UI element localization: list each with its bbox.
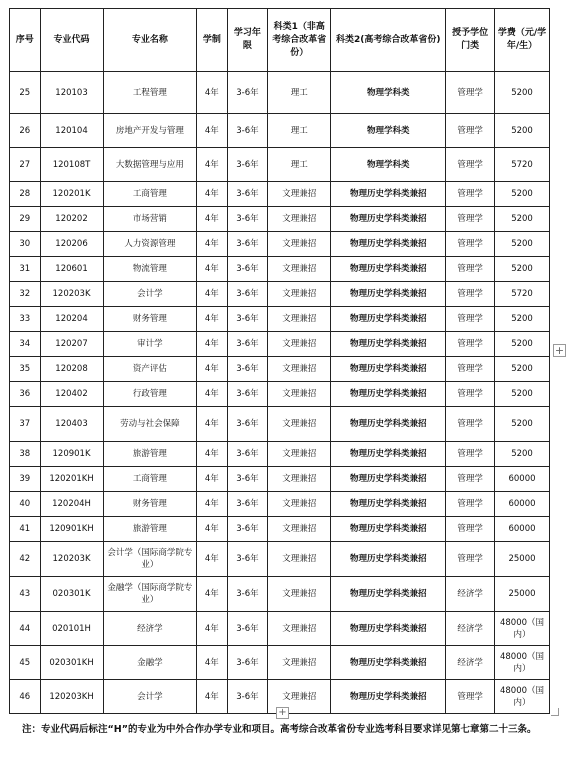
tuition-fee-cell: 60000 [495, 517, 550, 542]
tuition-fee-cell: 5200 [495, 357, 550, 382]
add-row-button[interactable]: + [276, 707, 289, 719]
category-1-cell: 文理兼招 [268, 307, 331, 332]
study-years-cell: 3-6年 [227, 114, 268, 148]
row-number-cell: 38 [10, 442, 41, 467]
tuition-fee-cell: 25000 [495, 577, 550, 612]
major-name-cell: 经济学 [103, 612, 197, 646]
category-2-cell: 物理历史学科类兼招 [331, 542, 446, 577]
study-years-cell: 3-6年 [227, 492, 268, 517]
header-cell: 学费（元/学年/生） [495, 9, 550, 72]
study-years-cell: 3-6年 [227, 72, 268, 114]
degree-type-cell: 管理学 [446, 232, 495, 257]
duration-cell: 4年 [197, 382, 228, 407]
row-number-cell: 46 [10, 680, 41, 714]
category-2-cell: 物理历史学科类兼招 [331, 182, 446, 207]
category-1-cell: 文理兼招 [268, 680, 331, 714]
degree-type-cell: 管理学 [446, 148, 495, 182]
row-number-cell: 27 [10, 148, 41, 182]
major-name-cell: 人力资源管理 [103, 232, 197, 257]
major-code-cell: 020301K [40, 577, 103, 612]
table-row [10, 492, 550, 517]
degree-type-cell: 管理学 [446, 257, 495, 282]
study-years-cell: 3-6年 [227, 542, 268, 577]
row-number-cell: 30 [10, 232, 41, 257]
category-1-cell: 文理兼招 [268, 282, 331, 307]
degree-type-cell: 管理学 [446, 407, 495, 442]
category-2-cell: 物理历史学科类兼招 [331, 577, 446, 612]
row-number-cell: 39 [10, 467, 41, 492]
category-2-cell: 物理历史学科类兼招 [331, 207, 446, 232]
table-row [10, 114, 550, 148]
tuition-fee-cell: 25000 [495, 542, 550, 577]
category-1-cell: 文理兼招 [268, 207, 331, 232]
table-row [10, 467, 550, 492]
table-row [10, 72, 550, 114]
table-row [10, 207, 550, 232]
tuition-fee-cell: 60000 [495, 492, 550, 517]
major-code-cell: 120104 [40, 114, 103, 148]
major-name-cell: 旅游管理 [103, 442, 197, 467]
tuition-fee-cell: 5200 [495, 332, 550, 357]
category-2-cell: 物理学科类 [331, 72, 446, 114]
major-name-cell: 大数据管理与应用 [103, 148, 197, 182]
degree-type-cell: 管理学 [446, 467, 495, 492]
major-code-cell: 120402 [40, 382, 103, 407]
row-number-cell: 44 [10, 612, 41, 646]
table-resize-handle[interactable] [551, 708, 559, 716]
major-name-cell: 审计学 [103, 332, 197, 357]
add-column-button[interactable]: + [554, 344, 565, 357]
header-cell: 学习年限 [227, 9, 268, 72]
tuition-fee-cell: 5720 [495, 282, 550, 307]
row-number-cell: 42 [10, 542, 41, 577]
major-name-cell: 资产评估 [103, 357, 197, 382]
category-2-cell: 物理历史学科类兼招 [331, 307, 446, 332]
degree-type-cell: 管理学 [446, 207, 495, 232]
major-code-cell: 020301KH [40, 646, 103, 680]
category-2-cell: 物理历史学科类兼招 [331, 517, 446, 542]
degree-type-cell: 管理学 [446, 382, 495, 407]
major-name-cell: 劳动与社会保障 [103, 407, 197, 442]
category-1-cell: 文理兼招 [268, 182, 331, 207]
study-years-cell: 3-6年 [227, 307, 268, 332]
category-2-cell: 物理历史学科类兼招 [331, 407, 446, 442]
row-number-cell: 43 [10, 577, 41, 612]
degree-type-cell: 管理学 [446, 492, 495, 517]
degree-type-cell: 管理学 [446, 517, 495, 542]
row-number-cell: 37 [10, 407, 41, 442]
row-number-cell: 26 [10, 114, 41, 148]
tuition-fee-cell: 5200 [495, 72, 550, 114]
table-row [10, 232, 550, 257]
major-code-cell: 120201KH [40, 467, 103, 492]
degree-type-cell: 管理学 [446, 72, 495, 114]
table-row [10, 282, 550, 307]
major-code-cell: 120208 [40, 357, 103, 382]
study-years-cell: 3-6年 [227, 148, 268, 182]
category-1-cell: 文理兼招 [268, 442, 331, 467]
tuition-fee-cell: 5200 [495, 232, 550, 257]
tuition-fee-cell: 48000（国内） [495, 646, 550, 680]
major-code-cell: 120204 [40, 307, 103, 332]
table-row [10, 307, 550, 332]
category-1-cell: 文理兼招 [268, 542, 331, 577]
category-2-cell: 物理历史学科类兼招 [331, 612, 446, 646]
study-years-cell: 3-6年 [227, 612, 268, 646]
tuition-fee-cell: 5200 [495, 442, 550, 467]
row-number-cell: 31 [10, 257, 41, 282]
row-number-cell: 41 [10, 517, 41, 542]
major-code-cell: 120601 [40, 257, 103, 282]
major-name-cell: 会计学 [103, 680, 197, 714]
major-code-cell: 020101H [40, 612, 103, 646]
row-number-cell: 45 [10, 646, 41, 680]
category-1-cell: 文理兼招 [268, 467, 331, 492]
tuition-fee-cell: 60000 [495, 467, 550, 492]
duration-cell: 4年 [197, 577, 228, 612]
category-2-cell: 物理历史学科类兼招 [331, 492, 446, 517]
degree-type-cell: 经济学 [446, 646, 495, 680]
tuition-fee-cell: 5200 [495, 207, 550, 232]
degree-type-cell: 管理学 [446, 332, 495, 357]
major-name-cell: 物流管理 [103, 257, 197, 282]
degree-type-cell: 管理学 [446, 282, 495, 307]
tuition-fee-cell: 5720 [495, 148, 550, 182]
duration-cell: 4年 [197, 207, 228, 232]
table-row [10, 257, 550, 282]
study-years-cell: 3-6年 [227, 407, 268, 442]
row-number-cell: 28 [10, 182, 41, 207]
category-1-cell: 文理兼招 [268, 382, 331, 407]
degree-type-cell: 经济学 [446, 577, 495, 612]
duration-cell: 4年 [197, 467, 228, 492]
table-row [10, 442, 550, 467]
category-1-cell: 文理兼招 [268, 257, 331, 282]
table-row [10, 612, 550, 646]
table-row [10, 542, 550, 577]
major-code-cell: 120403 [40, 407, 103, 442]
major-name-cell: 工商管理 [103, 182, 197, 207]
category-1-cell: 文理兼招 [268, 646, 331, 680]
header-cell: 科类1（非高考综合改革省份） [268, 9, 331, 72]
table-row [10, 517, 550, 542]
major-code-cell: 120203K [40, 542, 103, 577]
category-1-cell: 文理兼招 [268, 357, 331, 382]
header-cell: 专业代码 [40, 9, 103, 72]
study-years-cell: 3-6年 [227, 332, 268, 357]
row-number-cell: 35 [10, 357, 41, 382]
duration-cell: 4年 [197, 257, 228, 282]
major-code-cell: 120103 [40, 72, 103, 114]
category-1-cell: 理工 [268, 114, 331, 148]
study-years-cell: 3-6年 [227, 467, 268, 492]
header-cell: 科类2(高考综合改革省份) [331, 9, 446, 72]
major-name-cell: 市场营销 [103, 207, 197, 232]
category-2-cell: 物理历史学科类兼招 [331, 282, 446, 307]
row-number-cell: 40 [10, 492, 41, 517]
duration-cell: 4年 [197, 148, 228, 182]
study-years-cell: 3-6年 [227, 517, 268, 542]
duration-cell: 4年 [197, 232, 228, 257]
row-number-cell: 25 [10, 72, 41, 114]
category-1-cell: 文理兼招 [268, 492, 331, 517]
category-2-cell: 物理学科类 [331, 148, 446, 182]
study-years-cell: 3-6年 [227, 182, 268, 207]
major-code-cell: 120206 [40, 232, 103, 257]
major-code-cell: 120204H [40, 492, 103, 517]
category-2-cell: 物理历史学科类兼招 [331, 332, 446, 357]
major-code-cell: 120203KH [40, 680, 103, 714]
duration-cell: 4年 [197, 282, 228, 307]
duration-cell: 4年 [197, 332, 228, 357]
tuition-fee-cell: 5200 [495, 257, 550, 282]
tuition-fee-cell: 48000（国内） [495, 612, 550, 646]
table-row [10, 646, 550, 680]
row-number-cell: 29 [10, 207, 41, 232]
row-number-cell: 36 [10, 382, 41, 407]
study-years-cell: 3-6年 [227, 577, 268, 612]
major-name-cell: 行政管理 [103, 382, 197, 407]
document-body [9, 8, 550, 714]
major-name-cell: 财务管理 [103, 307, 197, 332]
category-2-cell: 物理历史学科类兼招 [331, 257, 446, 282]
footnote: 注：专业代码后标注“H”的专业为中外合作办学专业和项目。高考综合改革省份专业选考科目要求详见第七章第二十三条。 [22, 724, 537, 735]
duration-cell: 4年 [197, 680, 228, 714]
degree-type-cell: 经济学 [446, 612, 495, 646]
category-1-cell: 文理兼招 [268, 232, 331, 257]
row-number-cell: 32 [10, 282, 41, 307]
duration-cell: 4年 [197, 492, 228, 517]
header-cell: 学制 [197, 9, 228, 72]
table-row [10, 148, 550, 182]
duration-cell: 4年 [197, 612, 228, 646]
degree-type-cell: 管理学 [446, 114, 495, 148]
tuition-fee-cell: 5200 [495, 382, 550, 407]
major-code-cell: 120202 [40, 207, 103, 232]
degree-type-cell: 管理学 [446, 182, 495, 207]
category-2-cell: 物理历史学科类兼招 [331, 232, 446, 257]
row-number-cell: 34 [10, 332, 41, 357]
table-row [10, 577, 550, 612]
major-code-cell: 120207 [40, 332, 103, 357]
major-name-cell: 会计学 [103, 282, 197, 307]
study-years-cell: 3-6年 [227, 357, 268, 382]
category-1-cell: 文理兼招 [268, 612, 331, 646]
majors-table [9, 8, 550, 714]
study-years-cell: 3-6年 [227, 282, 268, 307]
study-years-cell: 3-6年 [227, 232, 268, 257]
duration-cell: 4年 [197, 542, 228, 577]
category-2-cell: 物理历史学科类兼招 [331, 382, 446, 407]
category-1-cell: 文理兼招 [268, 577, 331, 612]
row-number-cell: 33 [10, 307, 41, 332]
category-1-cell: 理工 [268, 72, 331, 114]
duration-cell: 4年 [197, 307, 228, 332]
degree-type-cell: 管理学 [446, 442, 495, 467]
category-1-cell: 理工 [268, 148, 331, 182]
major-name-cell: 金融学（国际商学院专业） [103, 577, 197, 612]
table-row [10, 332, 550, 357]
category-2-cell: 物理历史学科类兼招 [331, 442, 446, 467]
category-1-cell: 文理兼招 [268, 332, 331, 357]
table-header-row [10, 9, 550, 72]
major-name-cell: 金融学 [103, 646, 197, 680]
header-cell: 授予学位门类 [446, 9, 495, 72]
category-2-cell: 物理历史学科类兼招 [331, 357, 446, 382]
study-years-cell: 3-6年 [227, 442, 268, 467]
duration-cell: 4年 [197, 114, 228, 148]
table-body [10, 72, 550, 714]
study-years-cell: 3-6年 [227, 257, 268, 282]
duration-cell: 4年 [197, 407, 228, 442]
degree-type-cell: 管理学 [446, 357, 495, 382]
category-2-cell: 物理学科类 [331, 114, 446, 148]
study-years-cell: 3-6年 [227, 680, 268, 714]
study-years-cell: 3-6年 [227, 646, 268, 680]
major-name-cell: 旅游管理 [103, 517, 197, 542]
duration-cell: 4年 [197, 182, 228, 207]
major-name-cell: 工商管理 [103, 467, 197, 492]
major-code-cell: 120108T [40, 148, 103, 182]
major-code-cell: 120901K [40, 442, 103, 467]
major-code-cell: 120201K [40, 182, 103, 207]
duration-cell: 4年 [197, 517, 228, 542]
major-name-cell: 会计学（国际商学院专业） [103, 542, 197, 577]
major-code-cell: 120203K [40, 282, 103, 307]
table-row [10, 357, 550, 382]
header-cell: 专业名称 [103, 9, 197, 72]
degree-type-cell: 管理学 [446, 542, 495, 577]
table-row [10, 182, 550, 207]
table-row [10, 407, 550, 442]
category-2-cell: 物理历史学科类兼招 [331, 680, 446, 714]
tuition-fee-cell: 5200 [495, 182, 550, 207]
duration-cell: 4年 [197, 357, 228, 382]
tuition-fee-cell: 5200 [495, 114, 550, 148]
tuition-fee-cell: 5200 [495, 407, 550, 442]
category-1-cell: 文理兼招 [268, 407, 331, 442]
duration-cell: 4年 [197, 646, 228, 680]
header-cell: 序号 [10, 9, 41, 72]
major-name-cell: 房地产开发与管理 [103, 114, 197, 148]
table-row [10, 382, 550, 407]
category-2-cell: 物理历史学科类兼招 [331, 646, 446, 680]
degree-type-cell: 管理学 [446, 680, 495, 714]
degree-type-cell: 管理学 [446, 307, 495, 332]
study-years-cell: 3-6年 [227, 207, 268, 232]
tuition-fee-cell: 48000（国内） [495, 680, 550, 714]
study-years-cell: 3-6年 [227, 382, 268, 407]
major-name-cell: 财务管理 [103, 492, 197, 517]
major-name-cell: 工程管理 [103, 72, 197, 114]
major-code-cell: 120901KH [40, 517, 103, 542]
duration-cell: 4年 [197, 442, 228, 467]
category-2-cell: 物理历史学科类兼招 [331, 467, 446, 492]
category-1-cell: 文理兼招 [268, 517, 331, 542]
duration-cell: 4年 [197, 72, 228, 114]
tuition-fee-cell: 5200 [495, 307, 550, 332]
